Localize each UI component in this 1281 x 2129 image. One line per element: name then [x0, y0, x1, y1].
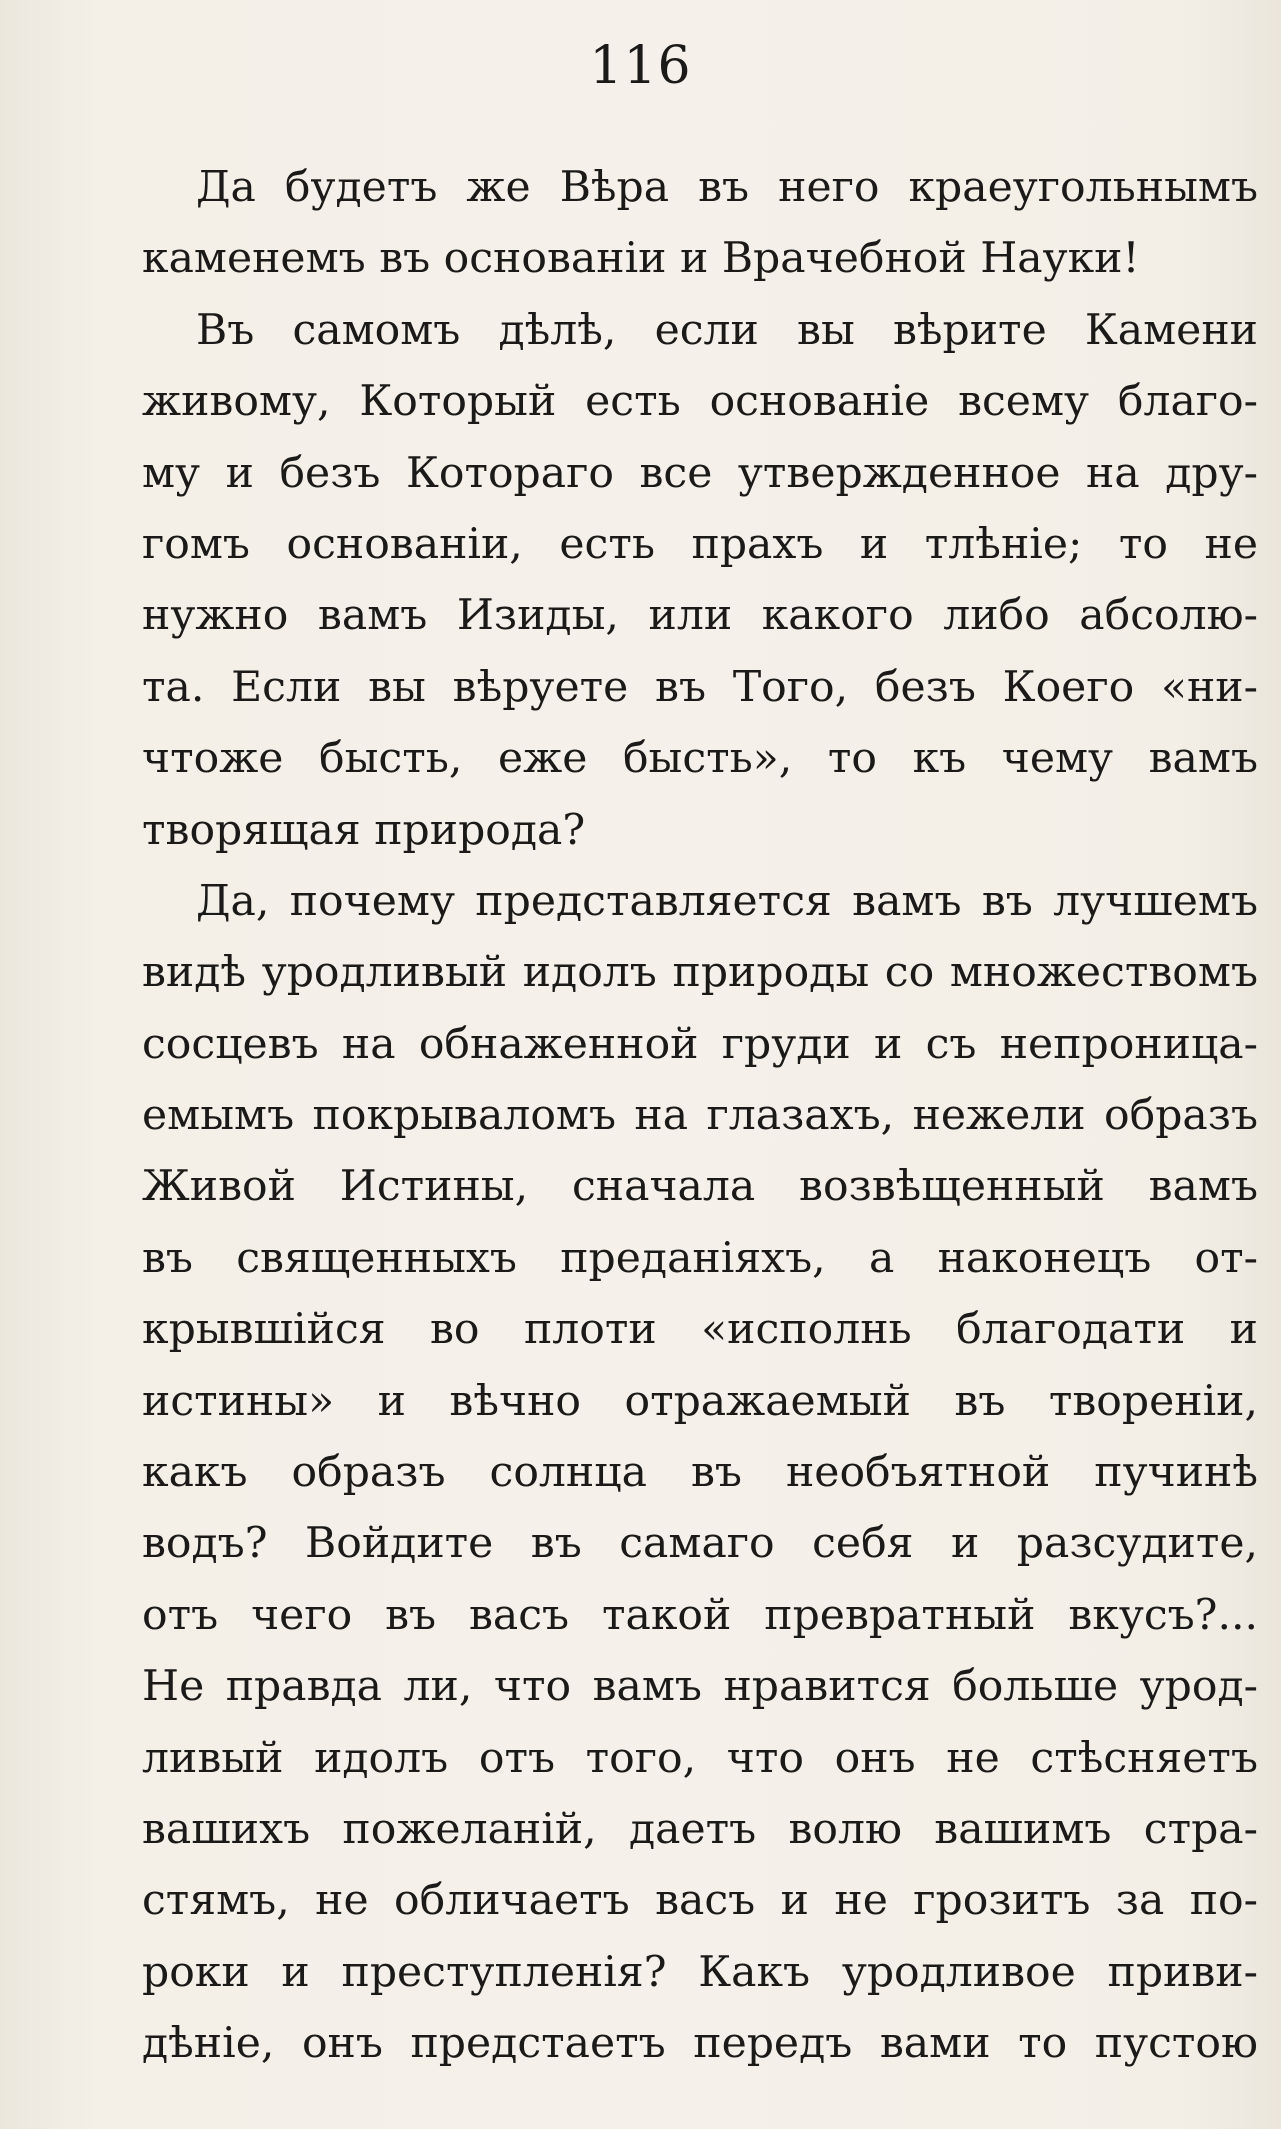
text-line: живому, Который есть основаніе всему благо-	[142, 377, 1258, 427]
text-line: нужно вамъ Изиды, или какого либо абсолю-	[142, 591, 1258, 641]
text-line: творящая природа?	[142, 805, 586, 855]
text-line: дѣніе, онъ предстаетъ передъ вами то пустою	[142, 2019, 1258, 2069]
text-line: какъ образъ солнца въ необъятной пучинѣ	[142, 1448, 1258, 1498]
text-line: Да, почему представляется вамъ въ лучшемъ	[196, 876, 1258, 926]
text-line: Не правда ли, что вамъ нравится больше урод-	[142, 1662, 1258, 1712]
text-line: Въ самомъ дѣлѣ, если вы вѣрите Камени	[196, 305, 1258, 355]
text-line: водъ? Войдите въ самаго себя и разсудите,	[142, 1519, 1258, 1569]
text-line: ливый идолъ отъ того, что онъ не стѣсняетъ	[142, 1733, 1258, 1783]
text-line: въ священныхъ преданіяхъ, а наконецъ от-	[142, 1233, 1258, 1283]
text-line: гомъ основаніи, есть прахъ и тлѣніе; то не	[142, 519, 1258, 569]
text-line: видѣ уродливый идолъ природы со множествомъ	[142, 948, 1258, 998]
text-line: истины» и вѣчно отражаемый въ твореніи,	[142, 1376, 1258, 1426]
body-text	[142, 152, 1258, 2080]
text-line: каменемъ въ основаніи и Врачебной Науки!	[142, 234, 1140, 284]
text-line: сосцевъ на обнаженной груди и съ непроница-	[142, 1019, 1258, 1069]
text-line: Да будетъ же Вѣра въ него краеугольнымъ	[196, 163, 1258, 212]
text-line: роки и преступленія? Какъ уродливое приви-	[142, 1947, 1258, 1997]
text-line: стямъ, не обличаетъ васъ и не грозитъ за по-	[142, 1876, 1258, 1926]
text-line: емымъ покрываломъ на глазахъ, нежели образъ	[142, 1091, 1258, 1141]
text-line: чтоже бысть, еже бысть», то къ чему вамъ	[142, 734, 1258, 784]
text-line: отъ чего въ васъ такой превратный вкусъ?...	[142, 1590, 1258, 1640]
text-line: та. Если вы вѣруете въ Того, безъ Коего «ни-	[142, 662, 1258, 712]
text-line: му и безъ Котораго все утвержденное на дру-	[142, 448, 1258, 498]
text-line: крывшійся во плоти «исполнь благодати и	[142, 1305, 1258, 1355]
text-line: вашихъ пожеланій, даетъ волю вашимъ стра-	[142, 1804, 1258, 1854]
text-line: Живой Истины, сначала возвѣщенный вамъ	[142, 1162, 1258, 1212]
page-number: 116	[589, 36, 692, 96]
